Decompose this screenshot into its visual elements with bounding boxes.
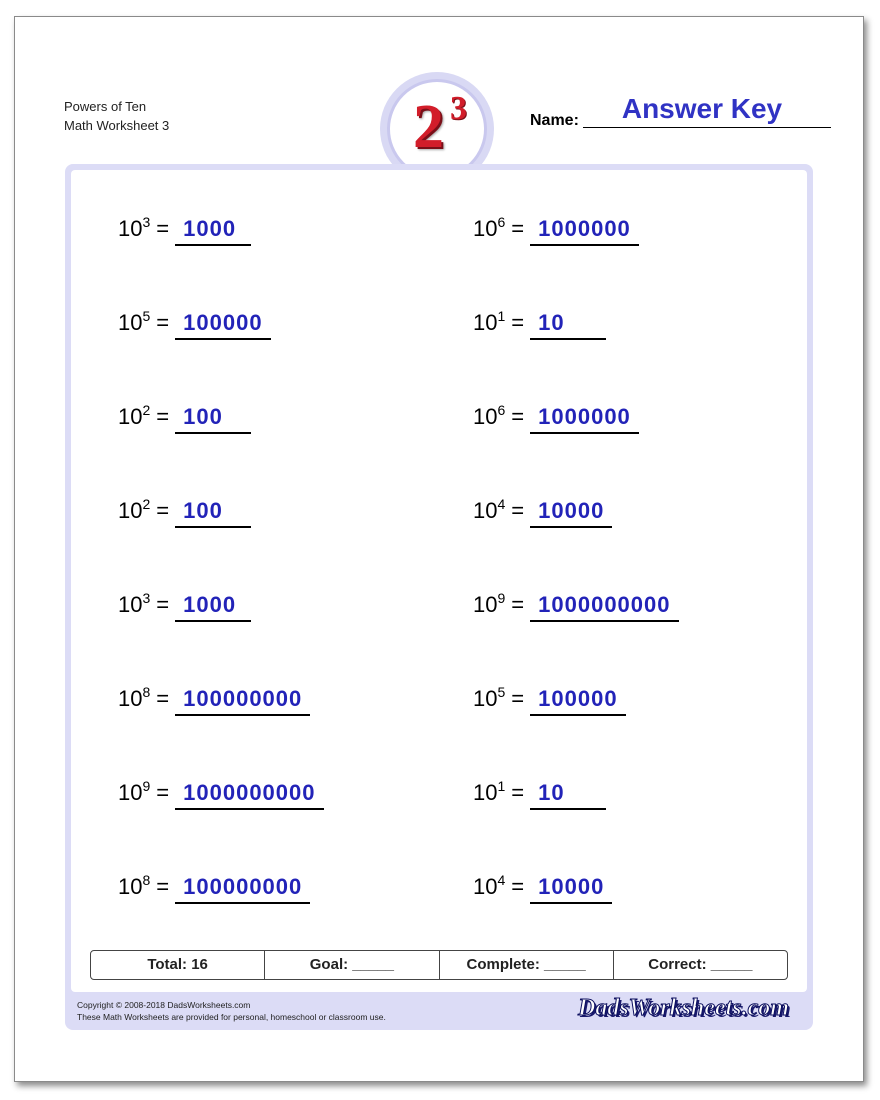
problem-item [118,216,251,246]
problem-answer: 1000000000 [530,592,678,622]
problem-answer: 1000000 [530,216,639,246]
problem-equals: = [156,404,170,429]
problem-exponent: 6 [497,214,506,230]
problem-answer: 1000 [175,216,251,246]
problem-equals: = [511,686,525,711]
problem-exponent: 9 [142,778,151,794]
problem-base: 10 [473,404,498,429]
problem-exponent: 2 [142,496,151,512]
problem-exponent: 9 [497,590,506,606]
problem-area [71,170,807,992]
problem-exponent: 1 [497,778,506,794]
problem-answer: 100000000 [175,874,310,904]
problem-equals: = [511,780,525,805]
problem-equals: = [156,874,170,899]
problem-item [473,216,639,246]
problem-item [473,780,606,810]
problem-base: 10 [118,686,143,711]
problem-item [118,498,251,528]
score-goal: Goal: _____ [265,951,439,979]
problem-base: 10 [118,310,143,335]
problem-exponent: 5 [142,308,151,324]
score-complete: Complete: _____ [440,951,614,979]
problem-answer: 100 [175,404,251,434]
problem-base: 10 [118,498,143,523]
problem-item [118,310,271,340]
problem-base: 10 [473,686,498,711]
problem-equals: = [511,592,525,617]
problem-exponent: 4 [497,872,506,888]
problem-equals: = [511,404,525,429]
problem-base: 10 [473,874,498,899]
score-total: Total: 16 [91,951,265,979]
problem-equals: = [156,310,170,335]
logo-base: 2 [413,93,444,161]
logo-exponent: 3 [450,90,467,127]
problem-answer: 1000000 [530,404,639,434]
problem-base: 10 [473,592,498,617]
problem-equals: = [156,780,170,805]
problem-item [473,592,679,622]
problem-equals: = [156,498,170,523]
name-value: Answer Key [621,93,783,124]
score-bar [90,950,788,980]
brand-logo: DadsWorksheets.com [578,995,789,1021]
problem-equals: = [511,874,525,899]
problem-item [473,498,612,528]
problem-exponent: 2 [142,402,151,418]
problem-item [473,874,612,904]
problem-base: 10 [118,216,143,241]
problem-exponent: 5 [497,684,506,700]
problem-frame [65,164,813,1030]
problem-exponent: 1 [497,308,506,324]
problem-item [118,780,324,810]
problem-exponent: 3 [142,214,151,230]
worksheet-page [14,16,864,1082]
problem-equals: = [511,216,525,241]
problem-item [118,592,251,622]
problem-answer: 1000000000 [175,780,323,810]
problem-exponent: 8 [142,872,151,888]
problem-equals: = [511,498,525,523]
problem-base: 10 [118,874,143,899]
problem-item [473,310,606,340]
problem-answer: 10000 [530,498,612,528]
name-underline [583,127,831,128]
problem-exponent: 8 [142,684,151,700]
problem-base: 10 [118,404,143,429]
problem-answer: 100000 [530,686,625,716]
problem-base: 10 [473,310,498,335]
worksheet-title-block [64,97,169,135]
name-label: Name: [530,112,579,129]
problem-item [118,874,310,904]
problem-answer: 100000 [175,310,270,340]
problem-item [473,686,626,716]
problem-answer: 10 [530,780,606,810]
problem-equals: = [156,592,170,617]
problem-equals: = [511,310,525,335]
copyright-text: Copyright © 2008-2018 DadsWorksheets.com [77,1000,251,1010]
problem-answer: 1000 [175,592,251,622]
problem-base: 10 [118,780,143,805]
problem-exponent: 3 [142,590,151,606]
problem-answer: 100000000 [175,686,310,716]
problem-answer: 100 [175,498,251,528]
problem-base: 10 [473,780,498,805]
problem-item [118,686,310,716]
score-correct: Correct: _____ [648,956,753,973]
problem-item [473,404,639,434]
footer-copyright [77,999,386,1023]
problem-base: 10 [473,216,498,241]
worksheet-title: Powers of Ten [64,99,147,114]
problem-answer: 10000 [530,874,612,904]
problem-item [118,404,251,434]
problem-equals: = [156,686,170,711]
problem-equals: = [156,216,170,241]
problem-exponent: 4 [497,496,506,512]
usage-notice: These Math Worksheets are provided for personal, homeschool or classroom use. [77,1012,386,1022]
problem-base: 10 [473,498,498,523]
problem-base: 10 [118,592,143,617]
problem-exponent: 6 [497,402,506,418]
worksheet-subtitle: Math Worksheet 3 [64,118,170,133]
problem-answer: 10 [530,310,606,340]
